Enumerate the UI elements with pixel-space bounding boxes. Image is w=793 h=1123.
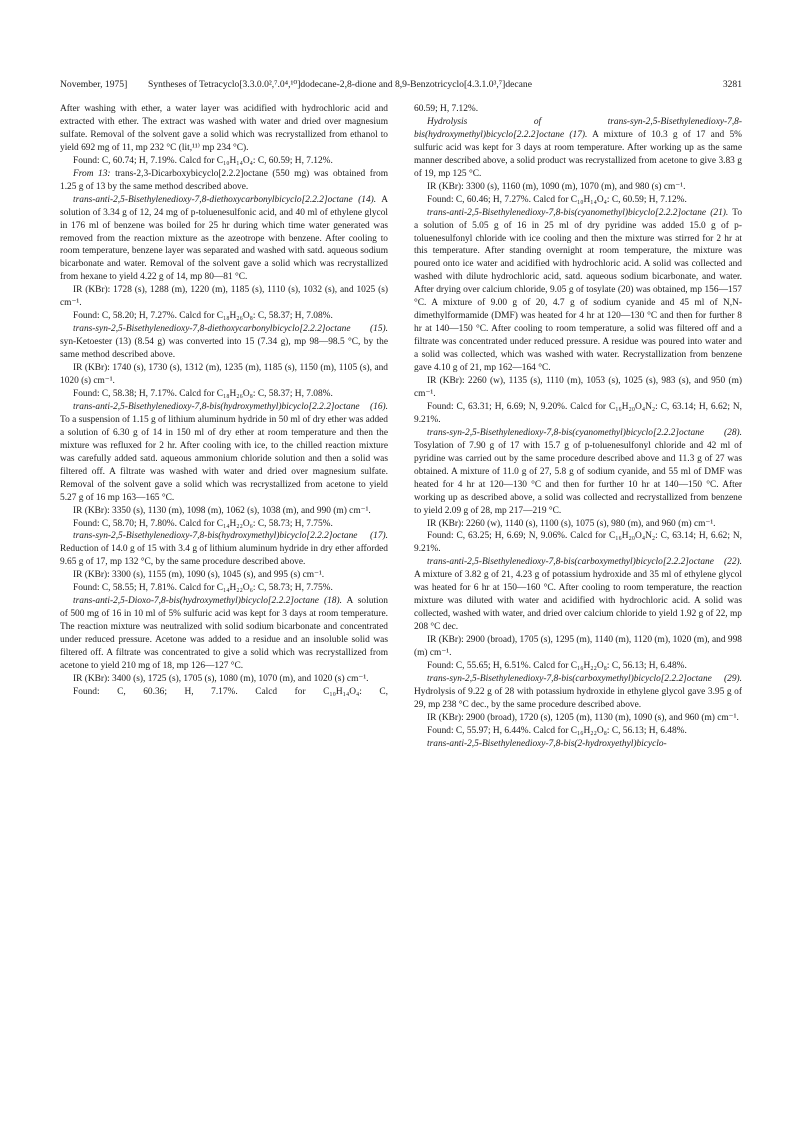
header-title: Syntheses of Tetracyclo[3.3.0.0²,⁷.0⁴,¹⁰]dodecane-2,8-dione and 8,9-Benzotricyclo[4.3.1.0³,⁷]decane: [148, 79, 532, 90]
compound-heading: trans-anti-2,5-Bisethylenedioxy-7,8-bis(hydroxymethyl)bicyclo[2.2.2]octane (16).: [73, 401, 388, 412]
compound-heading: trans-syn-2,5-Bisethylenedioxy-7,8-bis(hydroxymethyl)bicyclo[2.2.2]octane (17).: [73, 531, 388, 542]
paragraph: [414, 738, 742, 751]
paragraph-body: A solution of 3.34 g of 12, 24 mg of p-toluenesulfonic acid, and 40 ml of ethylene glycol in 176 ml of benzene was boiled for 25 hr during which time water generated was removed from the reaction mixture as the azeotrope with benzene. After cooling to room temperature, benzene layer was separated and washed with satd. aqueous sodium bicarbonate and water. Removal of the solvent gave a solid which was recrystallized from hexane to yield 4.22 g of 14, mp 80—81 °C.: [60, 194, 388, 283]
compound-heading: trans-syn-2,5-Bisethylenedioxy-7,8-diethoxycarbonylbicyclo[2.2.2]octane (15).: [73, 324, 388, 335]
compound-heading: trans-syn-2,5-Bisethylenedioxy-7,8-bis(cyanomethyl)bicyclo[2.2.2]octane (28).: [427, 427, 742, 438]
paragraph: Found: C, 55.97; H, 6.44%. Calcd for C₁₆H₂₂O₈: C, 56.13; H, 6.48%.: [427, 725, 687, 736]
paragraph: IR (KBr): 3300 (s), 1155 (m), 1090 (s), 1045 (s), and 995 (s) cm⁻¹.: [73, 570, 325, 581]
right-column: [414, 103, 742, 751]
paragraph: [60, 401, 388, 505]
paragraph-body: To a suspension of 1.15 g of lithium aluminum hydride in 50 ml of dry ether was added a solution of 6.30 g of 14 in 150 ml of dry ether at room temperature and then the mixture was refluxed for 2 hr. After cooling with ice, to the chilled reaction mixture was carefully added satd. aqueous ammonium chloride solution and then a solid was filtered off. A filtrate was washed with water and dried over magnesium sulfate. Removal of the solvent gave a solid which was recrystallized from acetone to yield 5.27 g of 16 mp 163—165 °C.: [60, 414, 388, 503]
paragraph-body: A solution of 500 mg of 16 in 10 ml of 5% sulfuric acid was kept for 3 days at room temperature. The reaction mixture was neutralized with solid sodium bicarbonate and concentrated under reduced pressure. Acetone was added to a residue and an insoluble solid was filtered off. A filtrate was concentrated to give a solid which was recrystallized from acetone to yield 210 mg of 18, mp 126—127 °C.: [60, 596, 388, 671]
paragraph: Found: C, 60.46; H, 7.27%. Calcd for C₁₀H₁₄O₄: C, 60.59; H, 7.12%.: [427, 194, 687, 205]
compound-heading: trans-anti-2,5-Bisethylenedioxy-7,8-bis(carboxymethyl)bicyclo[2.2.2]octane (22).: [427, 557, 742, 568]
paragraph: IR (KBr): 3400 (s), 1725 (s), 1705 (s), 1080 (m), 1070 (m), and 1020 (s) cm⁻¹.: [73, 673, 369, 684]
page-number: 3281: [722, 79, 742, 90]
paragraph: [414, 556, 742, 634]
paragraph: [60, 595, 388, 673]
paragraph: Found: C, 55.65; H, 6.51%. Calcd for C₁₆H₂₂O₈: C, 56.13; H, 6.48%.: [427, 660, 687, 671]
paragraph: [414, 673, 742, 712]
paragraph: IR (KBr): 3350 (s), 1130 (m), 1098 (m), 1062 (s), 1038 (m), and 990 (m) cm⁻¹.: [73, 505, 371, 516]
paragraph-body: A mixture of 3.82 g of 21, 4.23 g of potassium hydroxide and 35 ml of ethylene glycol was heated for 6 hr at 150—160 °C. After cooling to room temperature, the reaction mixture was diluted with water and acidified with hydrochloric acid. A solid was collected, washed with water, and dried over calcium chloride to yield 1.92 g of 22, mp 208 °C dec.: [414, 570, 742, 633]
paragraph-body: Reduction of 14.0 g of 15 with 3.4 g of lithium aluminum hydride in dry ether afforded 9.65 g of 17, mp 132 °C, by the same procedure described above.: [60, 544, 388, 568]
compound-heading: trans-anti-2,5-Bisethylenedioxy-7,8-diethoxycarbonylbicyclo[2.2.2]octane (14).: [73, 194, 377, 205]
paragraph: IR (KBr): 2260 (w), 1140 (s), 1100 (s), 1075 (s), 980 (m), and 960 (m) cm⁻¹.: [427, 518, 716, 529]
compound-heading: Hydrolysis of trans-syn-2,5-Bisethylenedioxy-7,8-bis(hydroxymethyl)bicyclo[2.2.2]octane (17).: [414, 116, 742, 140]
paragraph: [414, 427, 742, 518]
paragraph: Found: C, 58.20; H, 7.27%. Calcd for C₁₈H₂₆O₈: C, 58.37; H, 7.08%.: [73, 311, 333, 322]
paragraph-body: syn-Ketoester (13) (8.54 g) was converted into 15 (7.34 g), mp 98—98.5 °C, by the same method described above.: [60, 337, 388, 361]
paragraph: Found: C, 63.25; H, 6.69; N, 9.06%. Calcd for C₁₆H₂₀O₄N₂: C, 63.14; H, 6.62; N, 9.21%.: [414, 531, 742, 555]
paragraph: [414, 116, 742, 181]
paragraph: IR (KBr): 3300 (s), 1160 (m), 1090 (m), 1070 (m), and 980 (s) cm⁻¹.: [427, 181, 686, 192]
paragraph: After washing with ether, a water layer was acidified with hydrochloric acid and extracted with ether. The extract was washed with water and dried over magnesium sulfate. Removal of the solvent gave a solid which was recrystallized from ethanol to yield 692 mg of 11, mp 232 °C (lit,¹¹⁾ mp 234 °C).: [60, 104, 388, 153]
paragraph: IR (KBr): 2900 (broad), 1720 (s), 1205 (m), 1130 (m), 1090 (s), and 960 (m) cm⁻¹.: [427, 712, 739, 723]
paragraph: IR (KBr): 2260 (w), 1135 (s), 1110 (m), 1053 (s), 1025 (s), 983 (s), and 950 (m) cm⁻¹.: [414, 376, 742, 399]
running-header: [60, 78, 742, 92]
paragraph: Found: C, 60.36; H, 7.17%. Calcd for C₁₀H₁₄O₄: C,: [73, 686, 388, 697]
paragraph-body: trans-2,3-Dicarboxybicyclo[2.2.2]octane (550 mg) was obtained from 1.25 g of 13 by the same method described above.: [60, 168, 388, 192]
compound-heading: trans-anti-2,5-Bisethylenedioxy-7,8-bis(cyanomethyl)bicyclo[2.2.2]octane (21).: [427, 207, 729, 218]
paragraph-body: To a solution of 5.05 g of 16 in 25 ml of dry pyridine was added 15.0 g of p-toluenesulfonyl chloride with ice cooling and then the mixture was stirred for 2 hr at this temperature. After standing overnight at room temperature, the mixture was poured onto ice water and acidified with hydrochloric acid. A solid was collected and washed with dilute hydrochloric acid, satd. aqueous sodium bicarbonate, and water. After drying over calcium chloride, 9.05 g of tosylate (20) was obtained, mp 156—157 °C. A mixture of 9.00 g of 20, 4.7 g of sodium cyanide and 45 ml of N,N-dimethylformamide (DMF) was heated for 4 hr at 120—130 °C and then for further 8 hr at 140—150 °C. After cooling to room temperature, a solid was filtered off and a filtrate was concentrated under reduced pressure. A residue was poured into water and a solid was collected, which was washed with water. Recrystallization from benzene gave 4.10 g of 21, mp 162—164 °C.: [414, 207, 743, 374]
paragraph: [60, 530, 388, 569]
paragraph-body: Tosylation of 7.90 g of 17 with 15.7 g of p-toluenesulfonyl chloride and 42 ml of pyridine was carried out by the same procedure described above and 11.3 g of 27 was obtained. A mixture of 11.0 g of 27, 5.8 g of sodium cyanide, and 55 ml of DMF was heated for 4 hr at 120—130 °C and then for further 10 hr at 140—150 °C. After working up as described above, a solid was collected and recrystallized from benzene to yield 2.09 g of 28, mp 217—219 °C.: [414, 440, 742, 516]
compound-heading: From 13:: [73, 168, 111, 179]
left-column: [60, 103, 388, 699]
paragraph: Found: C, 58.70; H, 7.80%. Calcd for C₁₄H₂₂O₆: C, 58.73; H, 7.75%.: [73, 518, 333, 529]
paragraph: Found: C, 63.31; H, 6.69; N, 9.20%. Calcd for C₁₆H₂₀O₄N₂: C, 63.14; H, 6.62; N, 9.21%.: [414, 401, 742, 425]
compound-heading: trans-syn-2,5-Bisethylenedioxy-7,8-bis(carboxymethyl)bicyclo[2.2.2]octane (29).: [427, 673, 742, 684]
paragraph: [60, 168, 388, 194]
compound-heading: trans-anti-2,5-Dioxo-7,8-bis(hydroxymethyl)bicyclo[2.2.2]octane (18).: [73, 596, 342, 607]
paragraph: [414, 207, 742, 375]
paragraph: IR (KBr): 1728 (s), 1288 (m), 1220 (m), 1185 (s), 1110 (s), 1032 (s), and 1025 (s) cm⁻¹.: [60, 285, 388, 309]
paragraph: [60, 194, 388, 285]
paragraph: IR (KBr): 2900 (broad), 1705 (s), 1295 (m), 1140 (m), 1120 (m), 1020 (m), and 998 (m) cm⁻¹.: [414, 635, 742, 659]
header-date: November, 1975]: [60, 79, 128, 90]
paragraph: Found: C, 60.74; H, 7.19%. Calcd for C₁₀H₁₄O₄: C, 60.59; H, 7.12%.: [73, 155, 333, 166]
compound-heading: trans-anti-2,5-Bisethylenedioxy-7,8-bis(2-hydroxyethyl)bicyclo-: [427, 738, 667, 749]
paragraph-body: A mixture of 10.3 g of 17 and 5% sulfuric acid was kept for 3 days at room temperature. After working up as the same manner described above, a solid product was recrystallized from acetone to give 3.83 g of 19, mp 125 °C.: [414, 129, 742, 179]
paragraph: 60.59; H, 7.12%.: [414, 104, 479, 114]
paragraph: Found: C, 58.38; H, 7.17%. Calcd for C₁₈H₂₆O₈: C, 58.37; H, 7.08%.: [73, 388, 333, 399]
paragraph: IR (KBr): 1740 (s), 1730 (s), 1312 (m), 1235 (m), 1185 (s), 1150 (m), 1105 (s), and 1020 (s) cm⁻¹.: [60, 363, 388, 387]
paragraph: [60, 323, 388, 362]
paragraph-body: Hydrolysis of 9.22 g of 28 with potassium hydroxide in ethylene glycol gave 3.95 g of 29, mp 238 °C dec., by the same procedure described above.: [414, 686, 742, 710]
paragraph: Found: C, 58.55; H, 7.81%. Calcd for C₁₄H₂₂O₆: C, 58.73; H, 7.75%.: [73, 583, 333, 594]
